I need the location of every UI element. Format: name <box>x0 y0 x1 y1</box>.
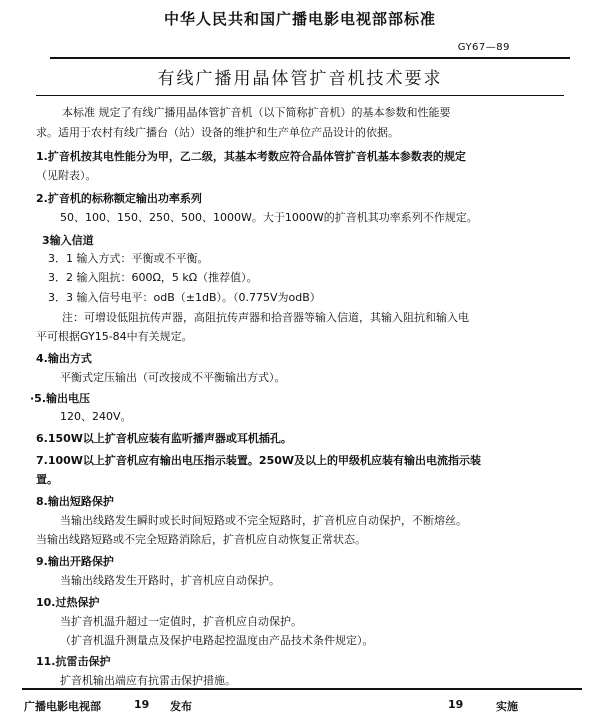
section-2-heading: 2.扩音机的标称额定输出功率系列 <box>36 192 202 205</box>
section-5-line-1: 120、240V。 <box>60 410 132 423</box>
section-4-heading: 4.输出方式 <box>36 352 92 365</box>
section-6: 6.150W以上扩音机应装有监听播声器或耳机插孔。 <box>36 432 292 445</box>
section-10-heading: 10.过热保护 <box>36 596 100 609</box>
section-1-line-2: （见附表）。 <box>36 169 97 182</box>
section-10-line-2: （扩音机温升测量点及保护电路起控温度由产品技术条件规定）。 <box>60 634 374 647</box>
footer-issue-label: 发布 <box>170 700 192 713</box>
footer-divider <box>22 688 582 690</box>
section-3-2: 3．2 输入阻抗：600Ω，5 kΩ（推荐值）。 <box>48 271 258 284</box>
section-3-1: 3．1 输入方式：平衡或不平衡。 <box>48 252 209 265</box>
issuing-organization-header: 中华人民共和国广播电影电视部部标准 <box>163 10 436 28</box>
section-4-line-1: 平衡式定压输出（可改接成不平衡输出方式）。 <box>60 371 286 384</box>
document-title: 有线广播用晶体管扩音机技术要求 <box>157 69 443 89</box>
section-3-heading: 3输入信道 <box>42 234 94 247</box>
section-1-line-1: 1.扩音机按其电性能分为甲，乙二级，其基本考数应符合晶体管扩音机基本参数表的规定 <box>36 150 466 163</box>
footer-implementation-label: 实施 <box>496 700 518 713</box>
section-9-line-1: 当输出线路发生开路时，扩音机应自动保护。 <box>60 574 280 587</box>
footer-issue-number: 19 <box>134 698 150 711</box>
intro-line-2: 求。适用于农村有线广播台（站）设备的维护和生产单位产品设计的依据。 <box>36 126 399 139</box>
footer-implementation-number: 19 <box>448 698 464 711</box>
intro-line-1: 本标准 规定了有线广播用晶体管扩音机（以下简称扩音机）的基本参数和性能要 <box>62 106 451 119</box>
section-3-note-line-1: 注：可增设低阻抗传声器，高阻抗传声器和拾音器等输入信道，其输入阻抗和输入电 <box>62 311 469 324</box>
section-7-line-2: 置。 <box>36 473 58 486</box>
section-3-3: 3．3 输入信号电平：odB（±1dB）。（0.775V为odB） <box>48 291 321 304</box>
footer-issuer: 广播电影电视部 <box>24 700 101 713</box>
section-8-line-2: 当输出线路短路或不完全短路消除后，扩音机应自动恢复正常状态。 <box>36 533 366 546</box>
header-divider <box>50 57 570 59</box>
section-10-line-1: 当扩音机温升超过一定值时，扩音机应自动保护。 <box>60 615 302 628</box>
section-9-heading: 9.输出开路保护 <box>36 555 114 568</box>
section-5-heading: ·5.输出电压 <box>30 392 91 405</box>
section-7-line-1: 7.100W以上扩音机应有输出电压指示装置。250W及以上的甲级机应装有输出电流指示装 <box>36 454 482 467</box>
section-2-line-1: 50、100、150、250、500、1000W。大于1000W的扩音机其功率系列不作规定。 <box>60 211 478 224</box>
title-divider <box>36 95 564 96</box>
section-8-line-1: 当输出线路发生瞬时或长时间短路或不完全短路时，扩音机应自动保护，不断熔丝。 <box>60 514 467 527</box>
section-11-heading: 11.抗雷击保护 <box>36 655 111 668</box>
standard-code: GY67—89 <box>457 42 510 53</box>
section-3-note-line-2: 平可根据GY15-84中有关规定。 <box>36 330 193 343</box>
section-11-line-1: 扩音机输出端应有抗雷击保护措施。 <box>60 674 236 687</box>
section-8-heading: 8.输出短路保护 <box>36 495 114 508</box>
